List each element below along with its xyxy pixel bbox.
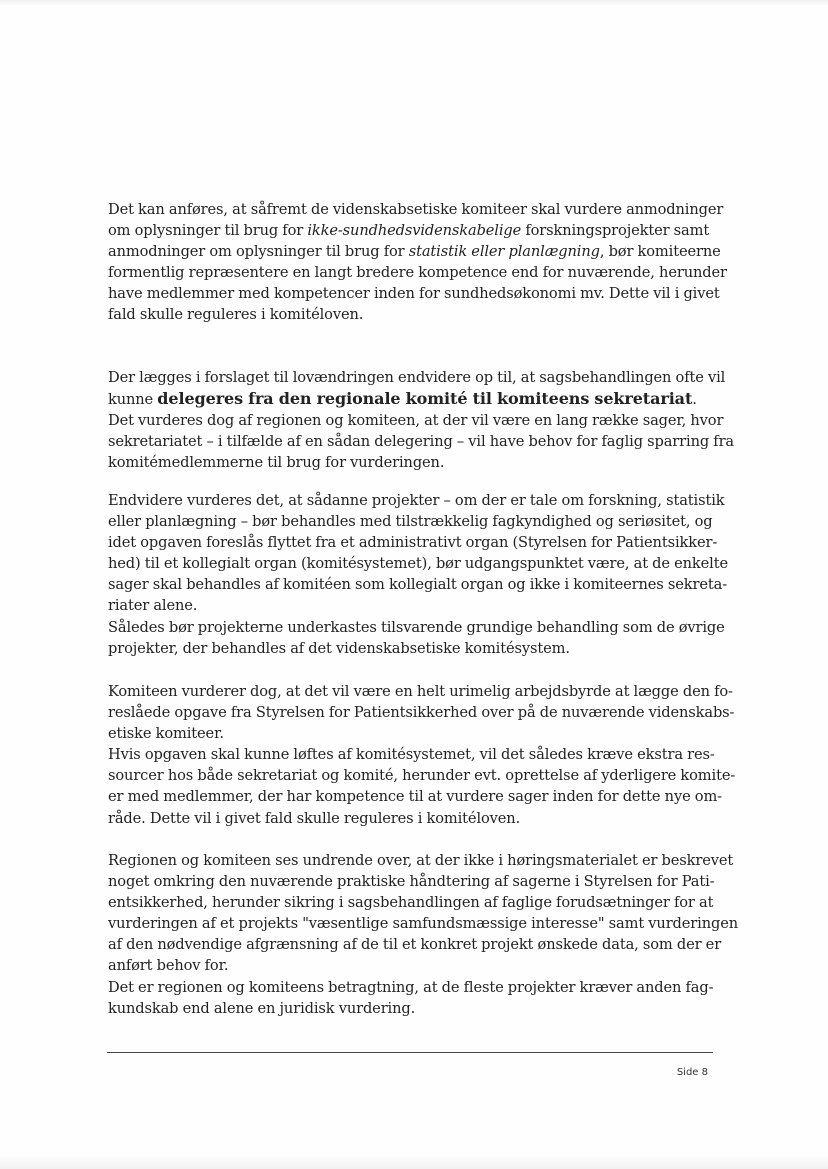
text-span: sekretariatet – i tilfælde af en sådan delegering – vil have behov for faglig sparring fra xyxy=(108,433,735,451)
text-span: Således bør projekterne underkastes tilsvarende grundige behandling som de øvrige xyxy=(108,618,725,636)
text-span: Det vurderes dog af regionen og komiteen, at der vil være en lang række sager, hvor xyxy=(108,412,724,430)
text-line xyxy=(108,681,733,702)
text-line xyxy=(108,617,723,638)
text-line xyxy=(108,723,723,744)
text-span: fald skulle reguleres i komitéloven. xyxy=(108,306,364,324)
scan-edge-bottom xyxy=(0,1155,828,1169)
text-span: Der lægges i forslaget til lovændringen endvidere op til, at sagsbehandlingen ofte vil xyxy=(108,369,726,386)
text-line xyxy=(108,955,723,976)
text-span: er med medlemmer, der har kompetence til at vurdere sager inden for dette nye om- xyxy=(108,788,722,806)
text-span: Hvis opgaven skal kunne løftes af komitésystemet, vil det således kræve ekstra res- xyxy=(108,746,715,764)
text-span: Det kan anføres, at såfremt de videnskabsetiske komiteer skal vurdere anmodninger xyxy=(108,201,724,218)
text-span: have medlemmer med kompetencer inden for sundhedsøkonomi mv. Dette vil i givet xyxy=(108,285,720,303)
text-line xyxy=(108,638,723,659)
text-span: projekter, der behandles af det videnskabsetiske komitésystem. xyxy=(108,639,570,657)
bold-text: delegeres fra den regionale komité til komiteens sekretariat xyxy=(157,389,693,409)
text-line xyxy=(108,553,728,574)
text-span: , bør komiteerne xyxy=(599,243,721,261)
text-line xyxy=(108,871,723,892)
text-span: formentlig repræsentere en langt bredere kompetence end for nuværende, herunder xyxy=(108,264,727,282)
text-span: Det er regionen og komiteens betragtning, at de fleste projekter kræver anden fag- xyxy=(108,978,714,996)
text-line xyxy=(108,241,723,262)
paragraph-5 xyxy=(108,850,738,1019)
text-span: Endvidere vurderes det, at sådanne projekter – om der er tale om forskning, statistik xyxy=(108,492,725,509)
text-span: sager skal behandles af komitéen som kollegialt organ og ikke i komiteernes sekreta- xyxy=(108,576,728,594)
text-span: forskningsprojekter samt xyxy=(521,222,710,240)
text-line xyxy=(108,913,738,934)
text-line xyxy=(108,850,734,871)
scan-edge-top xyxy=(0,0,828,6)
text-line xyxy=(108,511,723,532)
paragraph-2 xyxy=(108,367,735,473)
text-line xyxy=(108,490,723,511)
text-line xyxy=(108,532,723,553)
page-number: Side 8 xyxy=(676,1067,708,1078)
text-line xyxy=(108,220,723,241)
text-line xyxy=(108,998,723,1019)
text-span: anført behov for. xyxy=(108,957,229,975)
text-span: eller planlægning – bør behandles med tilstrækkelig fagkyndighed og seriøsitet, og xyxy=(108,513,713,531)
text-span: om oplysninger til brug for xyxy=(108,222,308,240)
text-line xyxy=(108,367,726,388)
text-span: komitémedlemmerne til brug for vurderingen. xyxy=(108,454,445,472)
text-span: reslåede opgave fra Styrelsen for Patientsikkerhed over på de nuværende videnskabs- xyxy=(108,704,735,722)
italic-text: ikke-sundhedsvidenskabelige xyxy=(307,222,522,240)
text-line xyxy=(108,199,723,220)
text-line xyxy=(108,410,723,431)
paragraph-4 xyxy=(108,681,736,829)
text-line xyxy=(108,977,723,998)
paragraph-3 xyxy=(108,490,728,659)
text-span: Regionen og komiteen ses undrende over, at der ikke i høringsmaterialet er beskrevet xyxy=(108,852,734,869)
text-line xyxy=(108,765,736,786)
text-line xyxy=(108,595,723,616)
text-span: idet opgaven foreslås flyttet fra et administrativt organ (Styrelsen for Patientsikker- xyxy=(108,534,718,552)
text-span: etiske komiteer. xyxy=(108,725,224,743)
text-line xyxy=(108,283,723,304)
text-span: kundskab end alene en juridisk vurdering. xyxy=(108,999,416,1017)
text-span: entsikkerhed, herunder sikring i sagsbehandlingen af faglige forudsætninger for at xyxy=(108,894,714,912)
text-line xyxy=(108,786,723,807)
text-span: vurderingen af et projekts "væsentlige samfundsmæssige interesse" samt vurderingen xyxy=(108,915,738,933)
text-span: anmodninger om oplysninger til brug for xyxy=(108,243,409,261)
text-line xyxy=(108,702,735,723)
paragraph-1 xyxy=(108,199,727,326)
text-span: Komiteen vurderer dog, at det vil være en helt urimelig arbejdsbyrde at lægge den fo- xyxy=(108,683,733,700)
text-line xyxy=(108,431,735,452)
italic-text: statistik eller planlægning xyxy=(408,243,600,261)
text-span: kunne xyxy=(108,391,158,409)
footer-divider xyxy=(107,1052,713,1053)
text-span: riater alene. xyxy=(108,597,198,615)
text-line xyxy=(108,304,723,325)
text-span: hed) til et kollegialt organ (komitésystemet), bør udgangspunktet være, at de enkelte xyxy=(108,555,728,573)
text-span: af den nødvendige afgrænsning af de til et konkret projekt ønskede data, som der er xyxy=(108,936,722,954)
text-line xyxy=(108,808,723,829)
text-span: råde. Dette vil i givet fald skulle reguleres i komitéloven. xyxy=(108,809,521,827)
text-line xyxy=(108,892,723,913)
text-span: . xyxy=(692,391,697,409)
text-line xyxy=(108,452,723,473)
text-line xyxy=(108,574,728,595)
text-span: sourcer hos både sekretariat og komité, herunder evt. oprettelse af yderligere komite- xyxy=(108,767,736,785)
text-line xyxy=(108,744,723,765)
text-span: noget omkring den nuværende praktiske håndtering af sagerne i Styrelsen for Pati- xyxy=(108,873,715,891)
text-line xyxy=(108,934,723,955)
text-line xyxy=(108,388,723,410)
text-line xyxy=(108,262,727,283)
